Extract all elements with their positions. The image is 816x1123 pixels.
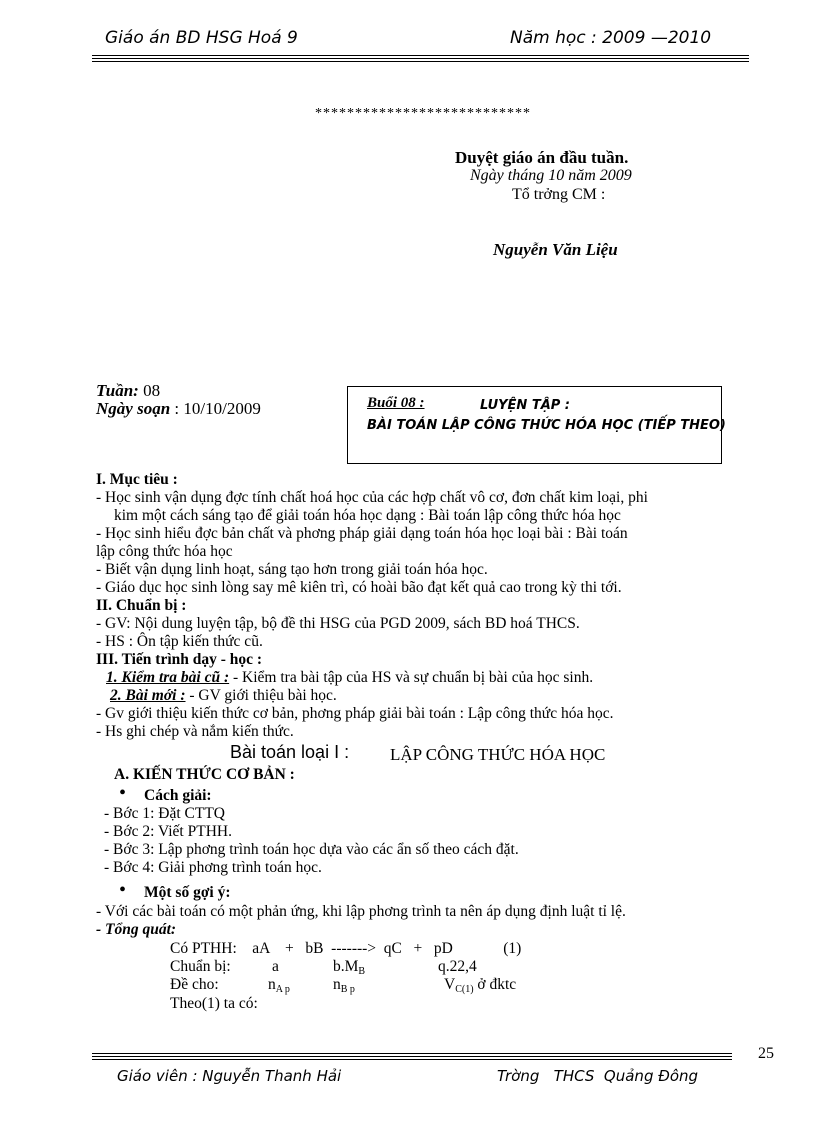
step-4: - Bớc 4: Giải phơng trình toán học.: [104, 859, 322, 876]
prep-a: a: [272, 958, 279, 975]
footer-right: Trờng THCS Quảng Đông: [497, 1067, 699, 1085]
hint-1: - Với các bài toán có một phản ứng, khi lập phơng trình ta nên áp dụng định luật tỉ lệ.: [96, 903, 626, 920]
prep-label: Chuẩn bị:: [170, 958, 231, 975]
general-heading: - Tổng quát:: [96, 921, 177, 938]
week-label-text: Tuần:: [96, 381, 139, 400]
given-n2-sub: B p: [340, 984, 355, 995]
section-3-item-1-label: 1. Kiểm tra bài cũ :: [106, 669, 230, 686]
date-value: : 10/10/2009: [174, 399, 261, 418]
approval-name: Nguyễn Văn Liệu: [493, 240, 618, 259]
section-1-line-2: kim một cách sáng tạo để giải toán hóa học dạng : Bài toán lập công thức hóa học: [114, 507, 621, 524]
given-n1-sub: A p: [275, 984, 290, 995]
given-v-text: V: [444, 976, 456, 993]
header-rule-1: [92, 55, 749, 56]
approval-role: Tổ trởng CM :: [512, 186, 606, 203]
week-label: [96, 381, 160, 401]
given-v-sub: C(1): [455, 984, 474, 995]
section-1-line-5: - Biết vận dụng linh hoạt, sáng tạo hơn trong giải toán hóa học.: [96, 561, 488, 578]
section-2-heading: II. Chuẩn bị :: [96, 597, 187, 614]
stars-divider: ***************************: [315, 106, 531, 121]
session-subtitle: BÀI TOÁN LẬP CÔNG THỨC HÓA HỌC (TIẾP THEO): [367, 418, 726, 433]
section-3-item-1: [106, 669, 593, 687]
given-label: Đề cho:: [170, 976, 219, 993]
theo-line: Theo(1) ta có:: [170, 995, 258, 1012]
footer-rule-2: [92, 1056, 732, 1057]
header-rule-2: [92, 58, 749, 59]
header-left: Giáo án BD HSG Hoá 9: [105, 28, 298, 48]
equation: Có PTHH: aA + bB -------> qC + pD (1): [170, 940, 522, 957]
section-3-item-2-text: - GV giới thiệu bài học.: [185, 687, 337, 704]
section-3-line-1: - Gv giới thiệu kiến thức cơ bản, phơng pháp giải bài toán : Lập công thức hóa học.: [96, 705, 614, 722]
step-3: - Bớc 3: Lập phơng trình toán học dựa vào các ẩn số theo cách đặt.: [104, 841, 519, 858]
part-a-heading: A. KIẾN THỨC CƠ BẢN :: [114, 766, 295, 783]
prep-q: q.22,4: [438, 958, 477, 975]
prep-b-sub: B: [358, 966, 366, 977]
prep-b-text: b.M: [333, 958, 359, 975]
header-rule-3: [92, 61, 749, 62]
given-n1-text: n: [268, 976, 276, 993]
given-v-condition: ở đktc: [473, 976, 517, 993]
footer-rule-3: [92, 1059, 732, 1060]
section-3-item-1-text: - Kiểm tra bài tập của HS và sự chuẩn bị bài của học sinh.: [229, 669, 594, 686]
step-1: - Bớc 1: Đặt CTTQ: [104, 805, 225, 822]
approval-title: Duyệt giáo án đầu tuần.: [455, 148, 629, 167]
approval-date: Ngày tháng 10 năm 2009: [470, 167, 632, 184]
session-label: Buổi 08 :: [367, 395, 425, 411]
bullet-icon: •: [119, 782, 127, 804]
given-n1: [268, 976, 290, 999]
given-v: [444, 976, 516, 999]
problem-title: LẬP CÔNG THỨC HÓA HỌC: [390, 745, 606, 764]
session-title: LUYỆN TẬP :: [480, 398, 571, 413]
hints-heading: Một số gợi ý:: [144, 884, 231, 901]
method-heading: Cách giải:: [144, 787, 212, 804]
given-n2-text: n: [333, 976, 341, 993]
section-1-line-6: - Giáo dục học sinh lòng say mê kiên trì, có hoài bão đạt kết quả cao trong kỳ thi tới.: [96, 579, 622, 596]
week-value: 08: [143, 381, 161, 400]
section-2-line-1: - GV: Nội dung luyện tập, bộ đề thi HSG của PGD 2009, sách BD hoá THCS.: [96, 615, 580, 632]
section-3-item-2-label: 2. Bài mới :: [110, 687, 186, 704]
section-1-heading-text: I. Mục tiêu :: [96, 471, 178, 488]
section-1-line-3: - Học sinh hiểu đợc bản chất và phơng pháp giải dạng toán hóa học loại bài : Bài toán: [96, 525, 628, 542]
problem-label: Bài toán loại I :: [230, 742, 350, 762]
section-3-heading: III. Tiến trình dạy - học :: [96, 651, 263, 668]
footer-left: Giáo viên : Nguyễn Thanh Hải: [117, 1067, 342, 1085]
section-1-heading: [96, 471, 178, 489]
section-1-line-1: - Học sinh vận dụng đợc tính chất hoá học của các hợp chất vô cơ, đơn chất kim loại, phi: [96, 489, 648, 506]
date-label: Ngày soạn: [96, 399, 171, 418]
section-3-item-2: [110, 687, 337, 705]
section-2-line-2: - HS : Ôn tập kiến thức cũ.: [96, 633, 263, 650]
header-right: Năm học : 2009 —2010: [510, 28, 712, 48]
footer-rule-1: [92, 1053, 732, 1054]
step-2: - Bớc 2: Viết PTHH.: [104, 823, 232, 840]
section-3-line-2: - Hs ghi chép và nắm kiến thức.: [96, 723, 294, 740]
date-prepared: [96, 399, 261, 419]
bullet-icon: •: [119, 879, 127, 901]
section-1-line-4: lập công thức hóa học: [96, 543, 233, 560]
given-n2: [333, 976, 355, 999]
page-number: 25: [758, 1045, 774, 1062]
